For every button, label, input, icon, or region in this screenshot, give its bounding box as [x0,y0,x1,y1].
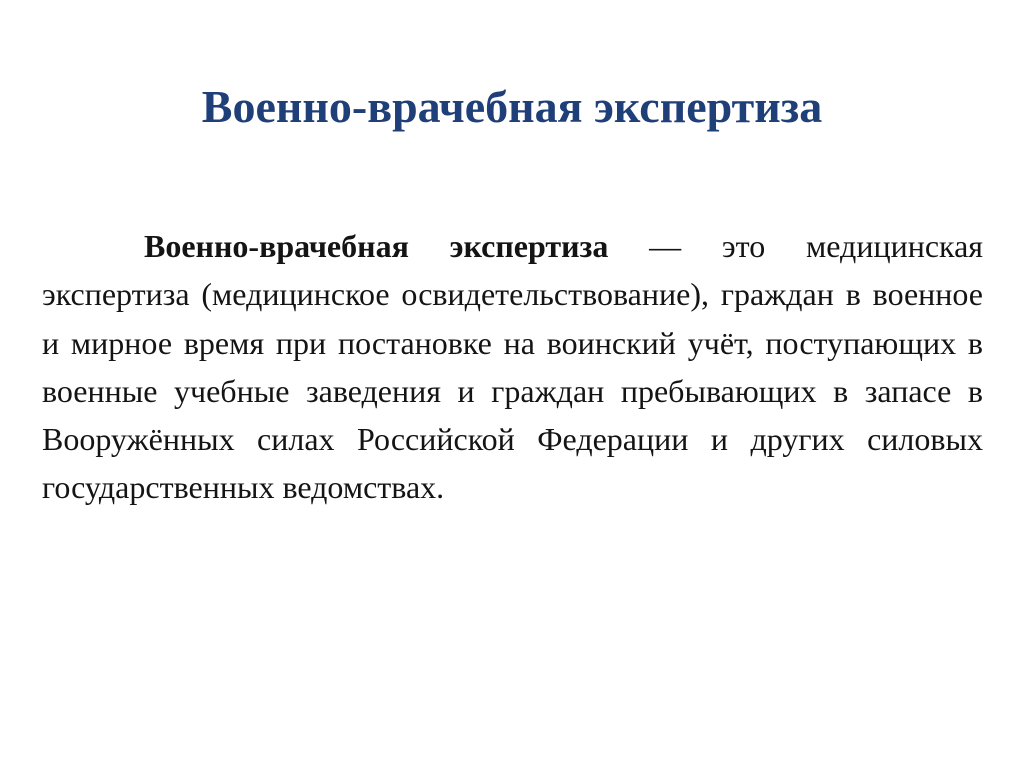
definition-term: Военно-врачебная экспертиза [144,228,609,264]
definition-paragraph [42,222,983,512]
slide-title: Военно-врачебная экспертиза [201,81,823,132]
definition-text: — это медицинская экспертиза (медицинское освидетельствование), граждан в военное и мирное время при постановке на воинский учёт, поступающих в военные учебные заведения и граждан пребывающих в запасе в Вооружённых силах Российской Федерации и других силовых государственных ведомствах. [42,228,983,506]
